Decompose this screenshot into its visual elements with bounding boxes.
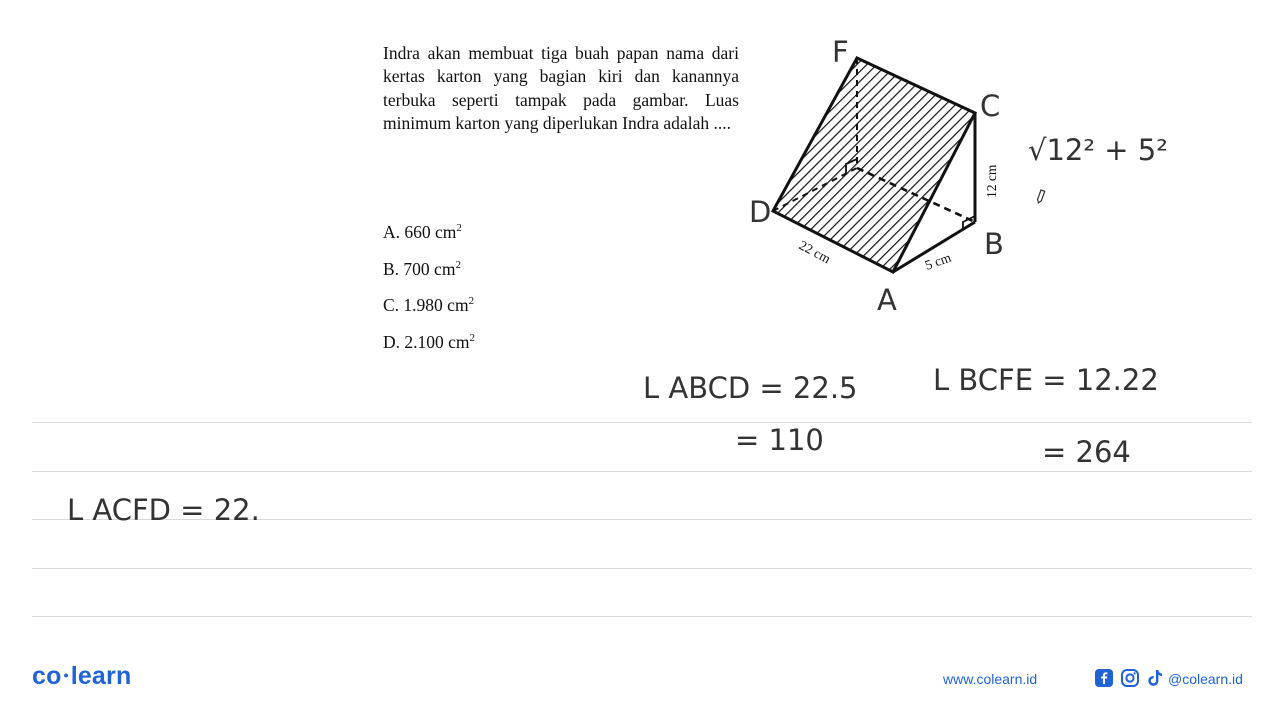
vertex-f: F [832, 35, 849, 69]
tiktok-icon[interactable] [1145, 668, 1165, 688]
hw-sqrt-expression: √12² + 5² [1028, 133, 1168, 167]
hw-bcfe-line2: = 264 [1042, 435, 1131, 469]
dim-length-label: 22 cm [796, 237, 834, 267]
vertex-a: A [877, 283, 897, 317]
hw-abcd-line2: = 110 [735, 423, 824, 457]
vertex-b: B [984, 227, 1004, 261]
option-b: B. 700 $cm^2$ [383, 258, 461, 279]
question-text: Indra akan membuat tiga buah papan nama dari kertas karton yang bagian kiri dan kanannya terbuka seperti tampak pada gambar. Luas minimum karton yang diperlukan Indra adalah .... [383, 43, 739, 134]
vertex-c: C [980, 89, 1001, 123]
hw-bcfe-line1: L BCFE = 12.22 [933, 363, 1159, 397]
footer-url[interactable]: www.colearn.id [943, 671, 1038, 687]
pen-cursor-icon [1037, 190, 1045, 204]
colearn-logo: co •learn [32, 662, 132, 690]
option-a: A. 660 $cm^2$ [383, 222, 462, 242]
facebook-icon[interactable] [1094, 668, 1114, 688]
option-c: C. 1.980 $cm^2$ [383, 295, 475, 315]
option-d: D. 2.100 $cm^2$ [383, 331, 476, 352]
footer-handle[interactable]: @colearn.id [1168, 671, 1243, 687]
dim-base-label: 5 cm [922, 249, 954, 273]
dim-height-label: 12 cm [984, 164, 999, 198]
instagram-icon[interactable] [1120, 668, 1140, 688]
hw-acfd-line1: L ACFD = 22. [67, 493, 260, 527]
vertex-d: D [749, 195, 772, 229]
hw-abcd-line1: L ABCD = 22.5 [643, 371, 858, 405]
